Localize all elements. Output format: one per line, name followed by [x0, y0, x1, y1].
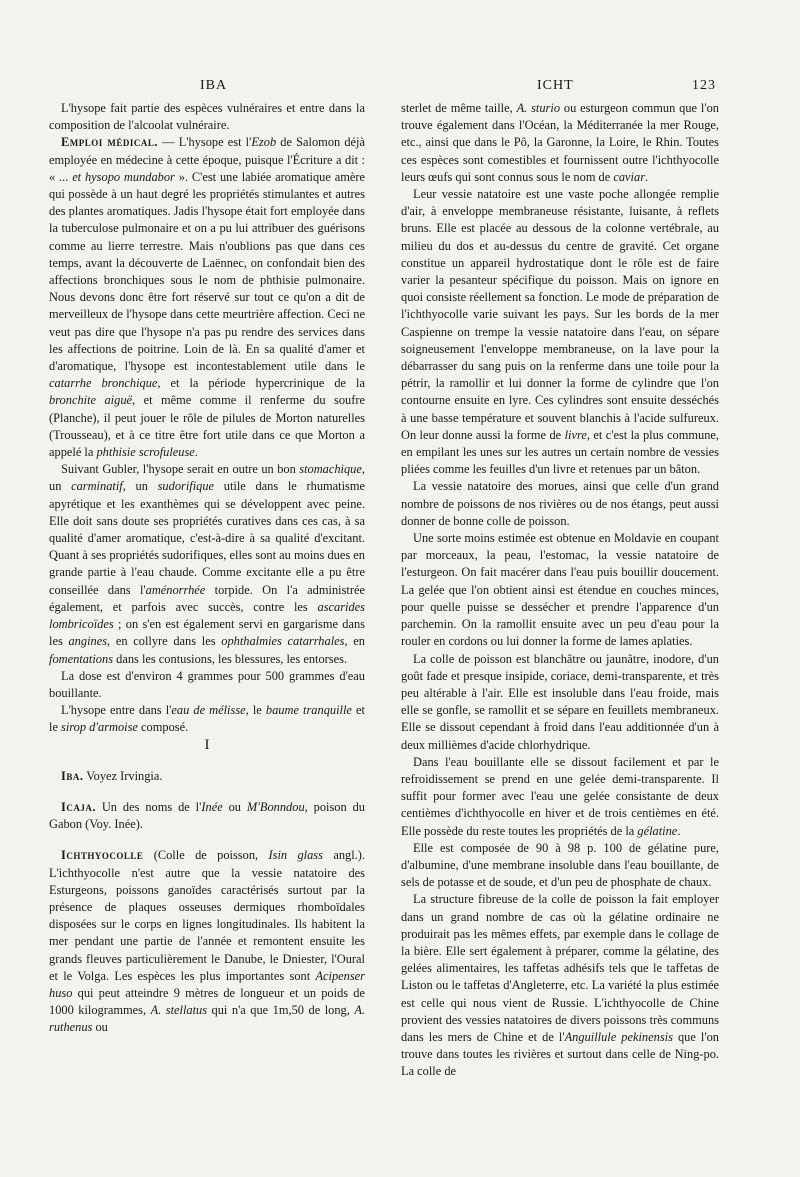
paragraph: L'hysope fait partie des espèces vulnéraires et entre dans la composition de l'alcoolat vulnéraire. — [49, 101, 365, 133]
paragraph: La vessie natatoire des morues, ainsi que celle d'un grand nombre de poissons de nos rivières ou de nos étangs, peut aussi donner de bonne colle de poisson. — [401, 479, 719, 528]
paragraph: Elle est composée de 90 à 98 p. 100 de gélatine pure, d'albumine, d'une membrane insoluble dans l'eau bouillante, de sels de potasse et de soude, et d'un peu de phosphate de chaux. — [401, 840, 719, 890]
paragraph: L'hysope entre dans l'eau de mélisse, le baume tranquille et le sirop d'armoise composé. — [49, 703, 365, 735]
dictionary-entry: Icaja. Un des noms de l'Inée ou M'Bonndou, poison du Gabon (Voy. Inée). — [49, 799, 365, 832]
subheading: Emploi médical. — [61, 135, 159, 150]
paragraph: Emploi médical. — L'hysope est l'Ezob de Salomon déjà employée en médecine à cette époque, puisque l'Écriture a dit : « ... et hysopo mundabor ». C'est une labiée aromatique amère qui possède à un haut degré les propriétés stimulantes et autres des plantes aromatiques. Jadis l'hysope était fort employée dans la tuberculose pulmonaire et on a pu lui attribuer des guérisons comme au lierre terrestre. Mais n'oublions pas que dans ces temps, avant la découverte de Laënnec, on confondait bien des affections bronchiques sous le nom de phthisie pulmonaire. Nous devons donc être fort réservé sur tout ce qu'on a dit de merveilleux de l'hysope dans cette meurtrière affection. Ceci ne veut pas dire que l'hysope n'a pas pu rendre des services dans les affections de poitrine. Loin de là. En sa qualité d'amer et d'aromatique, l'hysope est incontestablement utile dans le catarrhe bronchique, et la période hypercrinique de la bronchite aiguë, et même comme il renferme du soufre (Planche), il peut jouer le rôle de pilules de Morton naturelles (Trousseau), et à ce titre être fort utile dans ce que Morton a appelé la phthisie scrofuleuse. — [49, 135, 366, 460]
entry-headword: Iba. — [61, 768, 84, 783]
dictionary-entry: Iba. Voyez Irvingia. — [61, 768, 163, 783]
section-letter: I — [204, 736, 210, 753]
right-column — [401, 100, 719, 1081]
entry-headword: Ichthyocolle — [61, 848, 144, 863]
paragraph: Suivant Gubler, l'hysope serait en outre un bon stomachique, un carminatif, un sudorifique utile dans le rhumatisme apyrétique et les exanthèmes qui se développent avec peine. Elle doit sans doute ses propriétés curatives dans ces cas, à sa qualité d'amer aromatique, c'est-à-dire à sa qualité d'excitant. Quant à ses propriétés sudorifiques, elles sont au moins dues en grande partie à l'eau chaude. Comme excitante elle a pu être conseillée dans l'aménorrhée torpide. On l'a administrée également, et parfois avec succès, contre les ascarides lombricoïdes ; on s'en est également servi en gargarisme dans les angines, en collyre dans les ophthalmies catarrhales, en fomentations dans les contusions, les blessures, les entorses. — [49, 462, 365, 666]
dictionary-entry: Ichthyocolle (Colle de poisson, Isin glass angl.). L'ichthyocolle n'est autre que la vessie natatoire des Esturgeons, poissons ganoïdes caractérisés surtout par la présence de plaques osseuses dermiques rhomboïdales disposées sur le corps en lignes longitudinales. Ils habitent la mer pendant une partie de l'année et remontent ensuite les grands fleuves particulièrement le Danube, le Dniester, l'Oural et le Volga. Les espèces les plus importantes sont Acipenser huso qui peut atteindre 9 mètres de longueur et un poids de 1000 kilogrammes, A. stellatus qui n'a que 1m,50 de long, A. ruthenus ou — [49, 848, 365, 1035]
paragraph: Dans l'eau bouillante elle se dissout facilement et par le refroidissement se prend en une gelée demi-transparente. Il suffit pour former avec l'eau une gelée consistante de deux centièmes d'ichthyocolle en hiver et de trois centièmes en été. Elle possède du reste toutes les propriétés de la gélatine. — [401, 754, 719, 838]
paragraph: Une sorte moins estimée est obtenue en Moldavie en coupant par morceaux, la peau, l'estomac, la vessie natatoire de l'esturgeon. On fait macérer dans l'eau puis bouillir doucement. La gelée que l'on obtient ainsi est étendue en couches minces, pour quelle puisse se dessécher et prendre l'apparence d'un parchemin. On la ramollit ensuite avec un peu d'eau pour la rouler en cordons ou lui donner la forme de lames aplaties. — [401, 531, 719, 649]
paragraph: sterlet de même taille, A. sturio ou esturgeon commun que l'on trouve également dans l'Océan, la Méditerranée la mer Rouge, etc., ainsi que dans le Pô, la Garonne, la Loire, le Rhin. Toutes ces espèces sont comestibles et fournissent outre l'ichthyocolle leurs œufs qui sont connus sous le nom de caviar. — [401, 101, 719, 184]
left-column — [49, 100, 365, 1037]
entry-headword: Icaja. — [61, 799, 96, 814]
paragraph: Leur vessie natatoire est une vaste poche allongée remplie d'air, à enveloppe membraneuse résistante, luisante, à reflets bruns. Elle est placée au dessous de la colonne vertébrale, au milieu du dos et au-dessus du centre de gravité. Cet organe constitue un appareil hydrostatique dont le rôle est de faire varier la pesanteur spécifique du poisson. Mais on ignore en quoi consiste réellement sa fonction. Le mode de préparation de l'ichthyocolle varie suivant les pays. Sur les bords de la mer Caspienne on trempe la vessie natatoire dans l'eau, on sépare soigneusement l'enveloppe membraneuse, on la lave pour la débarrasser du sang puis on la renferme dans une toile pour la pétrir, la ramollir et lui donner la forme de cylindre que l'on contourne ensuite en lyre. Ces cylindres sont ensuite desséchés à une basse température et souvent blanchis à l'acide sulfureux. On leur donne aussi la forme de livre, et c'est la plus commune, en empilant les unes sur les autres un certain nombre de vessies pliées comme les feuilles d'un livre et retenues par un bâton. — [401, 187, 719, 477]
running-head-left: IBA — [200, 78, 228, 93]
running-head-right: ICHT — [537, 78, 574, 93]
paragraph: La colle de poisson est blanchâtre ou jaunâtre, inodore, d'un goût fade et presque insipide, coriace, demi-transparente, et très peu altérable à l'air. Elle est insoluble dans l'eau froide, mais elle se gonfle, se ramollit et se sépare en feuillets membraneux. Elle se dissout cependant à froid dans l'eau additionnée d'un à deux millièmes d'acide chlorhydrique. — [401, 651, 719, 752]
paragraph: La structure fibreuse de la colle de poisson la fait employer dans un grand nombre de cas où la gélatine ordinaire ne produirait pas les mêmes effets, par exemple dans le collage de la bière. Elle sert également à préparer, comme la gélatine, des gelées alimentaires, les taffetas adhésifs tels que le taffetas de Liston ou le taffetas d'Angleterre, etc. La variété la plus estimée est celle qui nous vient de Russie. L'ichthyocolle de Chine provient des vessies natatoires de divers poissons très communs dans les mers de Chine et de l'Anguillule pekinensis que l'on trouve dans toutes les rivières et surtout dans celle de Ning-po. La colle de — [401, 892, 719, 1079]
paragraph: La dose est d'environ 4 grammes pour 500 grammes d'eau bouillante. — [49, 668, 365, 700]
page-number: 123 — [692, 78, 716, 93]
